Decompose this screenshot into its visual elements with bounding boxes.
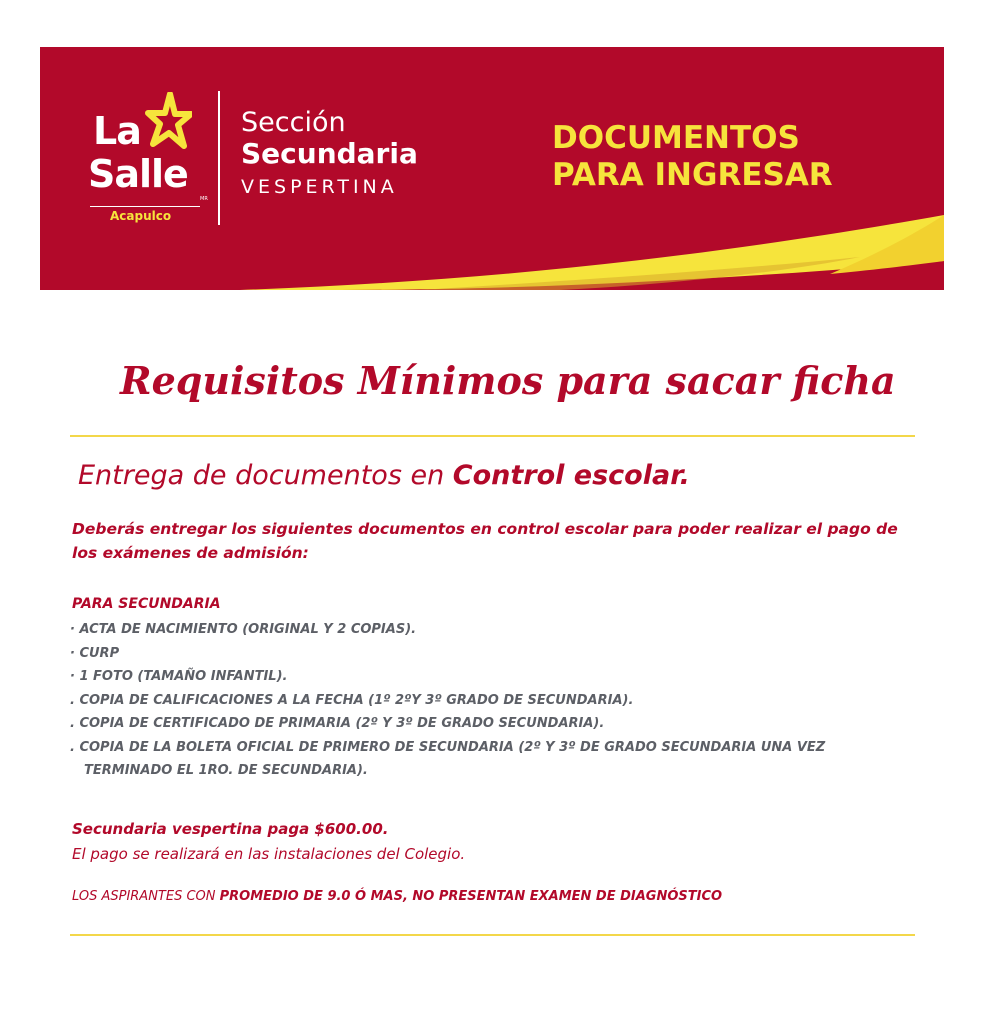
payment-amount: Secundaria vespertina paga $600.00. (72, 820, 389, 838)
la-salle-logo (88, 92, 218, 232)
header-title-line1: DOCUMENTOS (552, 120, 800, 156)
exam-note-bold: PROMEDIO DE 9.0 Ó MAS, NO PRESENTAN EXAMEN DE DIAGNÓSTICO (219, 889, 723, 904)
requirements-list (70, 618, 910, 783)
exam-note-regular: LOS ASPIRANTES CON (72, 889, 220, 904)
section-name (241, 108, 418, 202)
page-title: Requisitos Mínimos para sacar ficha (120, 358, 896, 403)
bottom-divider (70, 934, 915, 936)
subtitle-bold: Control escolar. (452, 460, 690, 491)
header-divider (218, 91, 220, 225)
subtitle (78, 460, 690, 491)
list-item: · ACTA DE NACIMIENTO (ORIGINAL Y 2 COPIAS). (70, 622, 417, 637)
logo-city: Acapulco (110, 209, 172, 223)
top-divider (70, 435, 915, 437)
list-title: PARA SECUNDARIA (72, 596, 221, 612)
section-line-secundaria: Secundaria (241, 137, 418, 170)
list-item: . COPIA DE CALIFICACIONES A LA FECHA (1º 2ºY 3º GRADO DE SECUNDARIA). (70, 692, 634, 708)
list-item: . COPIA DE CERTIFICADO DE PRIMARIA (2º Y 3º DE GRADO SECUNDARIA). (70, 716, 605, 731)
header-title (552, 120, 833, 194)
logo-text-salle: Salle (88, 152, 188, 196)
star-icon (144, 92, 192, 154)
list-item: · CURP (70, 645, 120, 661)
payment-location: El pago se realizará en las instalaciones del Colegio. (72, 845, 466, 863)
subtitle-regular: Entrega de documentos en (78, 460, 453, 491)
list-item: · 1 FOTO (TAMAÑO INFANTIL). (70, 669, 288, 684)
logo-trademark: MR (200, 196, 208, 202)
list-item: . COPIA DE LA BOLETA OFICIAL DE PRIMERO DE SECUNDARIA (2º Y 3º DE GRADO SECUNDARIA UNA VEZ TERMINADO EL 1RO. DE SECUNDARIA). (70, 739, 826, 778)
header-title-line2: PARA INGRESAR (552, 157, 833, 193)
logo-text-la: La (93, 109, 141, 153)
exam-note (72, 889, 722, 904)
intro-text: Deberás entregar los siguientes documentos en control escolar para poder realizar el pago de los exámenes de admisión: (72, 520, 898, 562)
logo-rule (90, 206, 200, 207)
section-line-seccion: Sección (241, 107, 346, 138)
section-line-vespertina: VESPERTINA (241, 176, 398, 198)
